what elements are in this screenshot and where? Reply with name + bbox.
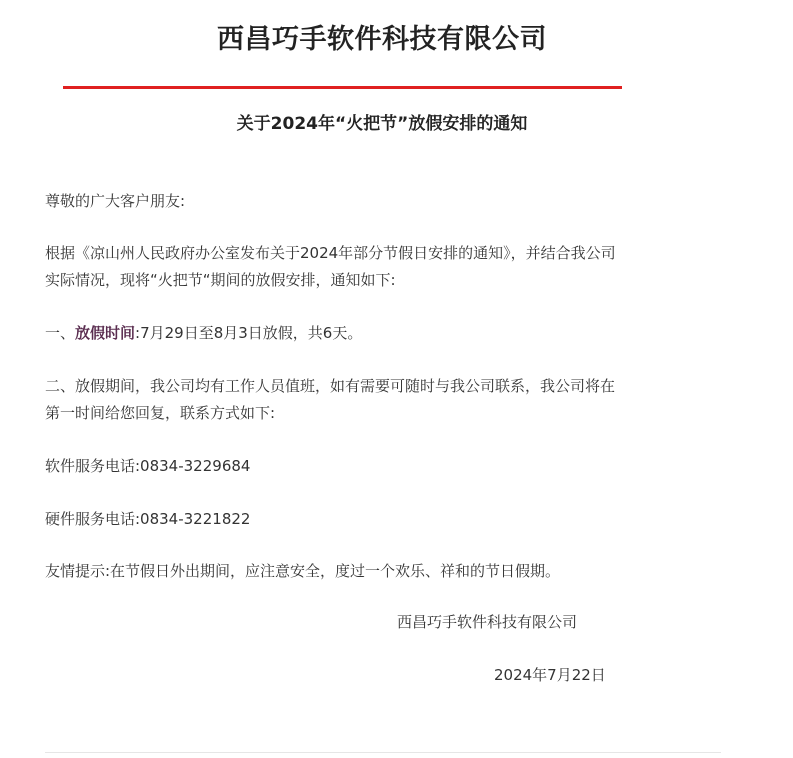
holiday-time-label: 放假时间 [75,324,136,342]
duty-line-2: 第一时间给您回复，联系方式如下: [45,404,276,422]
hardware-phone: 硬件服务电话:0834-3221822 [45,510,251,528]
intro-line-1: 根据《凉山州人民政府办公室发布关于2024年部分节假日安排的通知》，并结合我公司 [45,244,616,262]
safety-tip: 友情提示:在节假日外出期间，应注意安全，度过一个欢乐、祥和的节日假期。 [45,562,561,580]
intro-line-2: 实际情况，现将“火把节“期间的放假安排，通知如下: [45,271,396,289]
notice-title: 关于2024年“火把节”放假安排的通知 [236,114,528,134]
duty-line-1: 二、放假期间，我公司均有工作人员值班，如有需要可随时与我公司联系，我公司将在 [45,377,616,395]
holiday-time-item [45,320,735,347]
intro-paragraph [45,240,735,294]
company-title: 西昌巧手软件科技有限公司 [217,24,547,55]
red-divider [63,86,622,89]
holiday-time-text: :7月29日至8月3日放假，共6天。 [135,324,363,342]
item1-prefix: 一、 [45,324,76,342]
signature-company: 西昌巧手软件科技有限公司 [397,613,578,631]
duty-paragraph [45,373,735,427]
signature-date: 2024年7月22日 [494,666,606,684]
software-phone: 软件服务电话:0834-3229684 [45,457,251,475]
bottom-divider [45,752,721,753]
greeting: 尊敬的广大客户朋友: [45,192,186,210]
